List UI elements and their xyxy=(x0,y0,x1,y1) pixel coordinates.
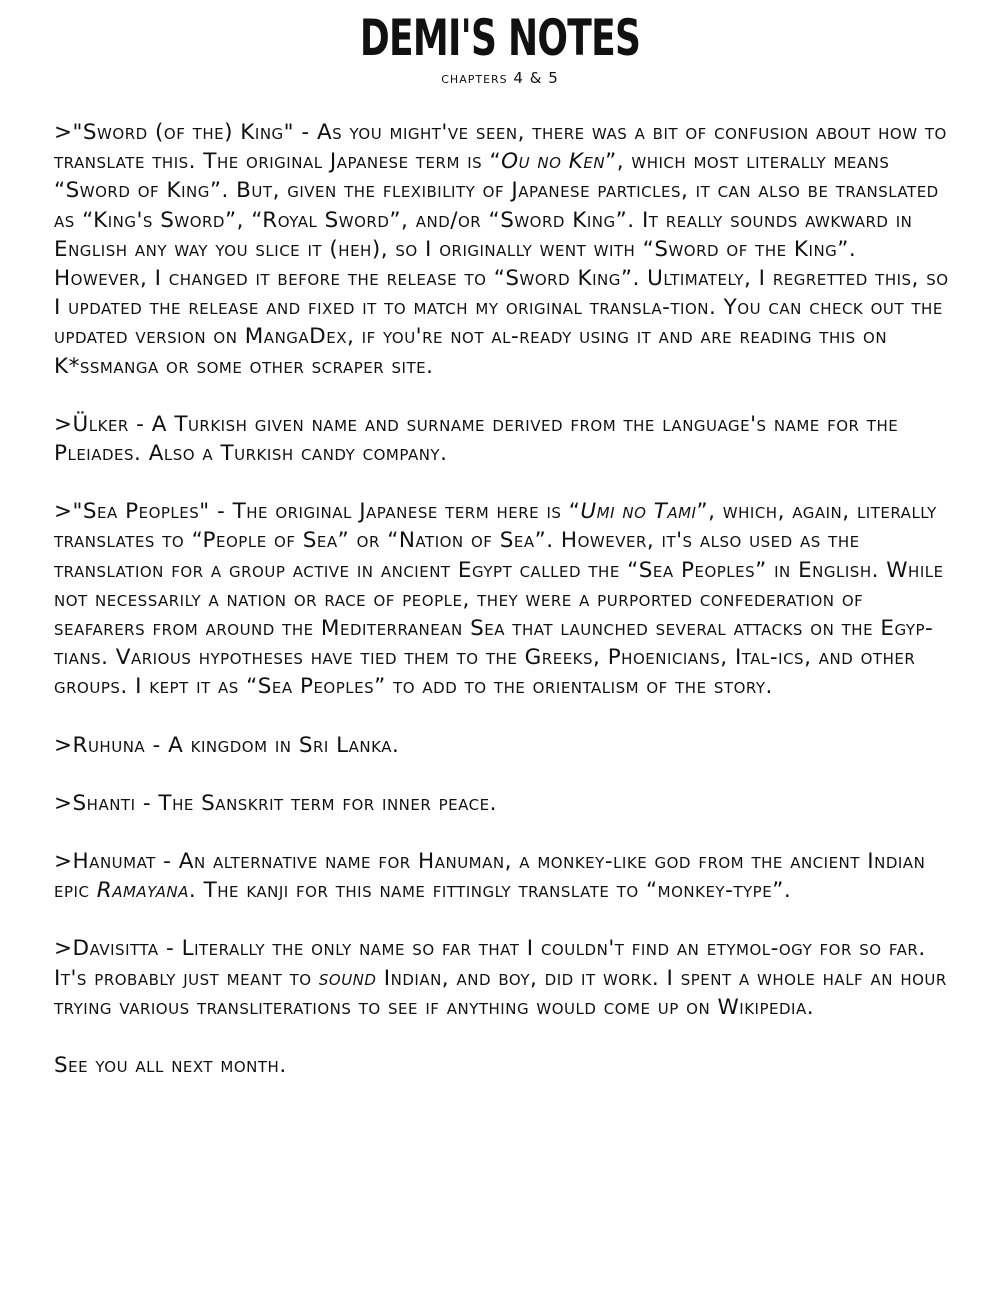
note-sea-peoples xyxy=(54,497,954,701)
note-text: . The kanji for this name fittingly translate to “monkey-type”. xyxy=(188,878,792,904)
note-italic-term: Ramayana xyxy=(96,878,189,904)
note-text: See you all next month. xyxy=(54,1053,287,1079)
note-shanti xyxy=(54,789,954,818)
note-sword-king xyxy=(54,118,954,381)
note-italic-term: sound xyxy=(318,965,377,991)
note-text: >Davisitta - Literally the only name so far that I couldn't find an etymol-ogy for so far. It's probably just meant to xyxy=(54,936,926,991)
note-hanumat xyxy=(54,847,954,905)
note-ulker xyxy=(54,410,954,468)
notes-list xyxy=(54,118,954,1080)
note-text: >Ruhuna - A kingdom in Sri Lanka. xyxy=(54,732,400,758)
note-text: >Hanumat - An alternative name for Hanuman, a monkey-like god from the ancient Indian epic xyxy=(54,849,926,904)
note-text: >Ülker - A Turkish given name and surname derived from the language's name for the Pleiades. Also a Turkish candy company. xyxy=(54,411,899,467)
note-text: >Shanti - The Sanskrit term for inner peace. xyxy=(54,790,497,816)
page-subtitle: chapters 4 & 5 xyxy=(441,69,559,87)
note-text: ”, which most literally means “Sword of King”. But, given the flexibility of Japanese particles, it can also be translated as “King's Sword”, “Royal Sword”, and/or “Sword King”. It really sounds awkward in English any way you slice it (heh), so I originally went with “Sword of the King”. However, I changed it before the release to “Sword King”. Ultimately, I regretted this, so I updated the release and fixed it to match my original transla-tion. You can check out the updated version on MangaDex, if you're not al-ready using it and are reading this on K*ssmanga or some other scraper site. xyxy=(54,149,949,379)
note-italic-term: Ou no Ken xyxy=(501,149,606,175)
note-sign-off xyxy=(54,1051,954,1080)
note-text: >"Sea Peoples" - The original Japanese term here is “ xyxy=(54,499,581,525)
note-text: Indian, and boy, did it work. I spent a whole half an hour trying various transliterations to see if anything would come up on Wikipedia. xyxy=(54,965,947,1020)
note-italic-term: Umi no Tami xyxy=(580,499,697,525)
note-ruhuna xyxy=(54,731,954,760)
note-text: ”, which, again, literally translates to “People of Sea” or “Nation of Sea”. However, it's also used as the translation for a group active in ancient Egypt called the “Sea Peoples” in English. While not necessarily a nation or race of people, they were a purported confederation of seafarers from around the Mediterranean Sea that launched several attacks on the Egyp-tians. Various hypotheses have tied them to the Greeks, Phoenicians, Ital-ics, and other groups. I kept it as “Sea Peoples” to add to the orientalism of the story. xyxy=(54,499,944,700)
page-title: DEMI'S NOTES xyxy=(359,9,641,67)
note-text: >"Sword (of the) King" - As you might've seen, there was a bit of confusion about how to translate this. The original Japanese term is “ xyxy=(54,120,947,175)
note-davisitta xyxy=(54,934,954,1022)
